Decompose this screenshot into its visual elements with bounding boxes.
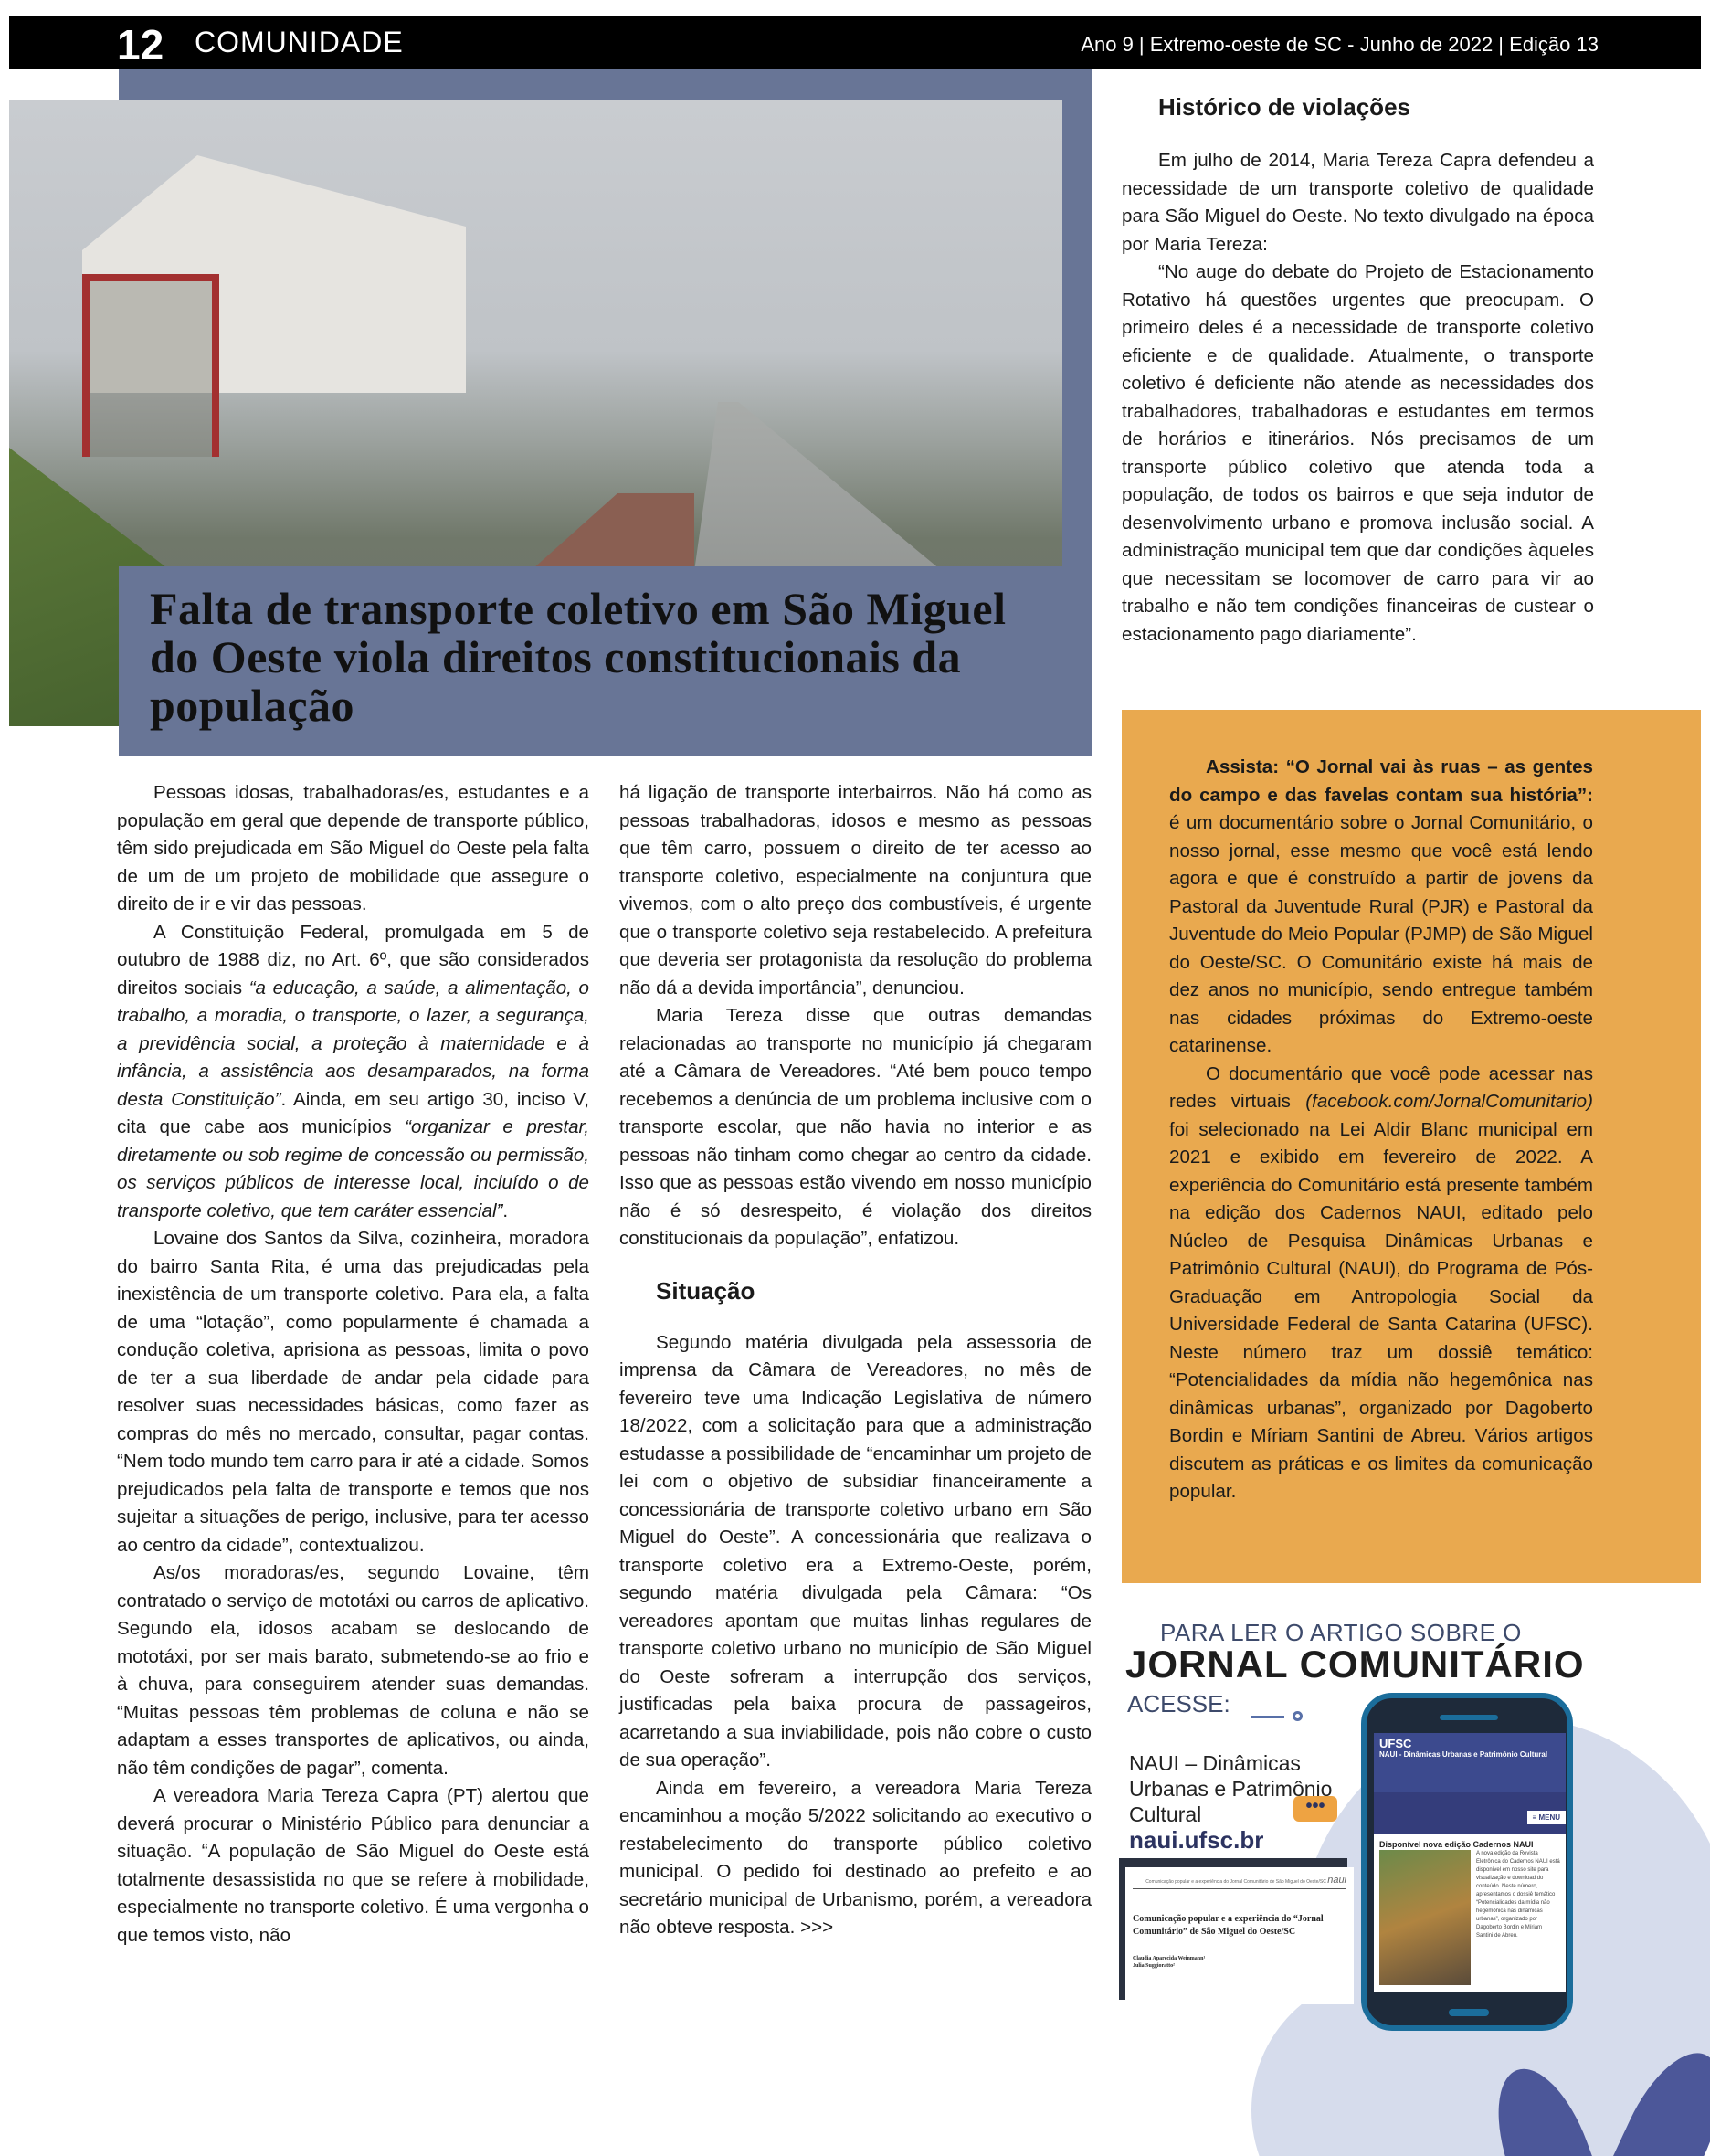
phone-mockup (1361, 1693, 1573, 2031)
paragraph (117, 1782, 589, 1950)
headline: Falta de transporte coletivo em São Miguel do Oeste viola direitos constitucionais da população (150, 583, 1007, 731)
page-header (9, 16, 1701, 69)
edition-info: Ano 9 | Extremo-oeste de SC - Junho de 2022 | Edição 13 (1081, 33, 1599, 56)
text-run: Assista: “O Jornal vai às ruas – as gentes do campo e das favelas contam sua história”: (1169, 756, 1593, 806)
ad-line-1: PARA LER O ARTIGO SOBRE O (1160, 1619, 1522, 1646)
paragraph (619, 1775, 1092, 1942)
paper-header: Comunicação popular e a experiência do Jornal Comunitário de São Miguel do Oeste/SC (1145, 1879, 1326, 1885)
phone-site-title: NAUI - Dinâmicas Urbanas e Patrimônio Cultural (1379, 1750, 1548, 1759)
text-run: Histórico de violações (1158, 93, 1410, 121)
text-run: . (502, 1200, 509, 1221)
text-run: Situação (656, 1276, 755, 1305)
subheading (1158, 93, 1594, 122)
paragraph (1122, 259, 1594, 649)
article-column-right (1122, 93, 1594, 649)
text-run: Ainda em fevereiro, a vereadora Maria Tereza encaminhou a moção 5/2022 solicitando ao executivo o restabelecimento do transporte público coletivo municipal. O pedido foi destinado ao prefeito e ao secretário municipal de Urbanismo, porém, a vereadora não obteve resposta. >>> (619, 1777, 1092, 1938)
sidebar-text (1169, 754, 1593, 1506)
naui-advert (1114, 1590, 1710, 2156)
paper-title: Comunicação popular e a experiência do “Jornal Comunitário” de São Miguel do Oeste/SC (1133, 1914, 1324, 1937)
paragraph (117, 1225, 589, 1559)
paper-author: Julia Suggioratto² (1133, 1963, 1175, 1969)
text-run: “organizar e prestar, diretamente ou sob regime de concessão ou permissão, os serviços públicos de interesse local, incluído o de transporte coletivo, que tem caráter essencial” (117, 1116, 589, 1221)
paragraph (117, 1559, 589, 1782)
text-run: é um documentário sobre o Jornal Comunitário, o nosso jornal, esse mesmo que você está lendo agora e que é construído a partir de jovens da Pastoral da Juventude Rural (PJR) e Pastoral da Juventude do Meio Popular (PJMP) de São Miguel do Oeste/SC. O Comunitário existe há mais de dez anos no município, sendo entregue também nas cidades próximas do Extremo-oeste catarinense. (1169, 812, 1593, 1056)
text-run: Lovaine dos Santos da Silva, cozinheira, moradora do bairro Santa Rita, é uma das prejudicadas pela inexistência de um transporte coletivo. Para ela, a falta de uma “lotação”, como popularmente é chamada a condução coletiva, aprisiona as pessoas, limita o povo de ter a sua liberdade de andar pela cidade para resolver suas necessidades básicas, como fazer as compras do mês no mercado, consultar, pagar contas. “Nem todo mundo tem carro para ir até a cidade. Somos prejudicados pela falta de transporte e temos que nos sujeitar a situações de perigo, inclusive, para ter acesso ao centro da cidade”, contextualizou. (117, 1228, 589, 1556)
paragraph (1169, 1061, 1593, 1506)
post-title: Disponível nova edição Cadernos NAUI (1379, 1840, 1534, 1849)
paragraph (619, 1329, 1092, 1775)
site-url[interactable]: naui.ufsc.br (1129, 1826, 1264, 1854)
text-run: A vereadora Maria Tereza Capra (PT) alertou que deverá procurar o Ministério Público para denunciar a situação. “A população de São Miguel do Oeste está totalmente desassistida no que se refere à mobilidade, especialmente no transporte coletivo. É uma vergonha o que temos visto, não (117, 1785, 589, 1946)
ufsc-logo: UFSC (1379, 1737, 1412, 1750)
text-run: (facebook.com/JornalComunitario) (1305, 1091, 1593, 1112)
ad-line-2: JORNAL COMUNITÁRIO (1125, 1643, 1585, 1686)
paragraph (619, 1002, 1092, 1253)
paragraph (1169, 754, 1593, 1061)
chat-bubble-icon: ••• (1293, 1796, 1337, 1822)
text-run: A Constituição Federal, promulgada em 5 de outubro de 1988 diz, no Art. 6º, que são considerados direitos sociais (117, 921, 589, 999)
text-run: há ligação de transporte interbairros. Não há como as pessoas trabalhadoras, idosos e mesmo as pessoas que têm carro, possuem o direito de ter acesso ao transporte coletivo, especialmente na conjuntura que vivemos, com o alto preço dos combustíveis, é urgente que o transporte coletivo seja restabelecido. A prefeitura que deveria ser protagonista da resolução do problema não dá a devida importância”, denunciou. (619, 782, 1092, 999)
menu-button[interactable]: ≡ MENU (1527, 1811, 1566, 1824)
text-run: “No auge do debate do Projeto de Estacionamento Rotativo há questões urgentes que preocupam. O primeiro deles é a necessidade de transporte coletivo eficiente e de qualidade. Atualmente, o transporte coletivo é deficiente não atende as necessidades dos trabalhadores, trabalhadoras e estudantes em termos de horários e itinerários. Nós precisamos de um transporte público coletivo que atenda toda a população, de todos os bairros e que seja indutor de desenvolvimento urbano e promova inclusão social. A administração municipal tem que dar condições àqueles que necessitam se locomover de carro para vir ao trabalho e não tem condições financeiras de custear o estacionamento pago diariamente”. (1122, 261, 1594, 645)
ad-line-3: ACESSE: (1127, 1690, 1230, 1717)
naui-logo: naui (1327, 1875, 1346, 1886)
text-run: “a educação, a saúde, a alimentação, o trabalho, a moradia, o transporte, o lazer, a segurança, a previdência social, a proteção à maternidade e à infância, a assistência aos desamparados, na forma desta Constituição” (117, 977, 590, 1110)
post-text: A nova edição da Revista Eletrônica do Cadernos NAUI está disponível em nosso site para visualização e download do conteúdo. Neste número, apresentamos o dossiê temático “Potencialidades da mídia não hegemônica nas dinâmicas urbanas”, organizado por Dagoberto Bordin e Míriam Santini de Abreu. (1476, 1851, 1560, 1939)
paragraph (1122, 147, 1594, 259)
decor-circle (1293, 1711, 1303, 1721)
site-name: NAUI – Dinâmicas Urbanas e Patrimônio Cultural (1129, 1751, 1333, 1826)
subheading (656, 1277, 1092, 1305)
article-column-left (117, 779, 589, 1950)
text-run: O documentário que você pode acessar nas redes virtuais (1169, 1062, 1593, 1112)
page-number: 12 (117, 21, 164, 69)
text-run: As/os moradoras/es, segundo Lovaine, têm contratado o serviço de mototáxi ou carros de aplicativo. Segundo ela, idosos acabam se deslocando de mototáxi, por ser mais barato, submetendo-se ao frio e à chuva, para conseguirem atender suas demandas. “Muitas pessoas têm problemas de coluna e não se adaptam a esses transportes de aplicativos, ou ainda, não têm condições de pagar”, comenta. (117, 1562, 589, 1779)
text-run: . Ainda, em seu artigo 30, inciso V, cita que cabe aos municípios (117, 1088, 589, 1137)
paper-author: Claudia Aparecida Weinmann¹ (1133, 1956, 1206, 1961)
headline-box (119, 566, 1092, 756)
section-title: COMUNIDADE (195, 26, 404, 58)
decor-dash (1251, 1716, 1284, 1718)
bus-shelter (82, 274, 219, 457)
article-preview (1119, 1858, 1347, 2000)
text-run: Em julho de 2014, Maria Tereza Capra defendeu a necessidade de um transporte coletivo de qualidade para São Miguel do Oeste. No texto divulgado na época por Maria Tereza: (1122, 150, 1594, 255)
paragraph (619, 779, 1092, 1002)
article-column-middle (619, 779, 1092, 1942)
post-image (1379, 1850, 1471, 1985)
text-run: Segundo matéria divulgada pela assessoria de imprensa da Câmara de Vereadores, no mês de fevereiro teve uma Indicação Legislativa de número 18/2022, com a solicitação para que a administração estudasse a possibilidade de “encaminhar um projeto de lei com o objetivo de subsidiar financeiramente a concessionária de transporte coletivo urbano em São Miguel do Oeste”. A concessionária que realizava o transporte coletivo era a Extremo-Oeste, porém, segundo matéria divulgada pela Câmara: “Os vereadores apontam que muitas linhas regulares de transporte coletivo urbano no município de São Miguel do Oeste sofreram a interrupção dos serviços, justificadas pela baixa procura de passageiros, acarretando a sua inviabilidade, pois não cobre o custo de sua operação”. (619, 1331, 1092, 1770)
text-run: Maria Tereza disse que outras demandas relacionadas ao transporte no município já chegaram até a Câmara de Vereadores. “Até bem pouco tempo recebemos a denúncia de um problema inclusive com o transporte escolar, que não havia no interior e as pessoas não tinham como chegar ao centro da cidade. Isso que as pessoas estão vivendo em nosso município não é só desrespeito, é violação dos direitos constitucionais da população”, enfatizou. (619, 1005, 1092, 1249)
text-run: Pessoas idosas, trabalhadoras/es, estudantes e a população em geral que depende de transporte público, têm sido prejudicada em São Miguel do Oeste pela falta de um de um projeto de mobilidade que assegure o direito de ir e vir das pessoas. (117, 782, 589, 914)
home-button (1449, 2009, 1489, 2016)
text-run: foi selecionado na Lei Aldir Blanc municipal em 2021 e exibido em fevereiro de 2022. A experiência do Comunitário está presente também na edição dos Cadernos NAUI, editado pelo Núcleo de Pesquisa Dinâmicas Urbanas e Patrimônio Cultural (NAUI), do Programa de Pós-Graduação em Antropologia Social da Universidade Federal de Santa Catarina (UFSC). Neste número traz um dossiê temático: “Potencialidades da mídia não hegemônica nas dinâmicas urbanas”, organizado por Dagoberto Bordin e Míriam Santini de Abreu. Vários artigos discutem as práticas e os limites da comunicação popular. (1169, 1118, 1593, 1502)
paragraph (117, 919, 589, 1226)
paragraph (117, 779, 589, 919)
